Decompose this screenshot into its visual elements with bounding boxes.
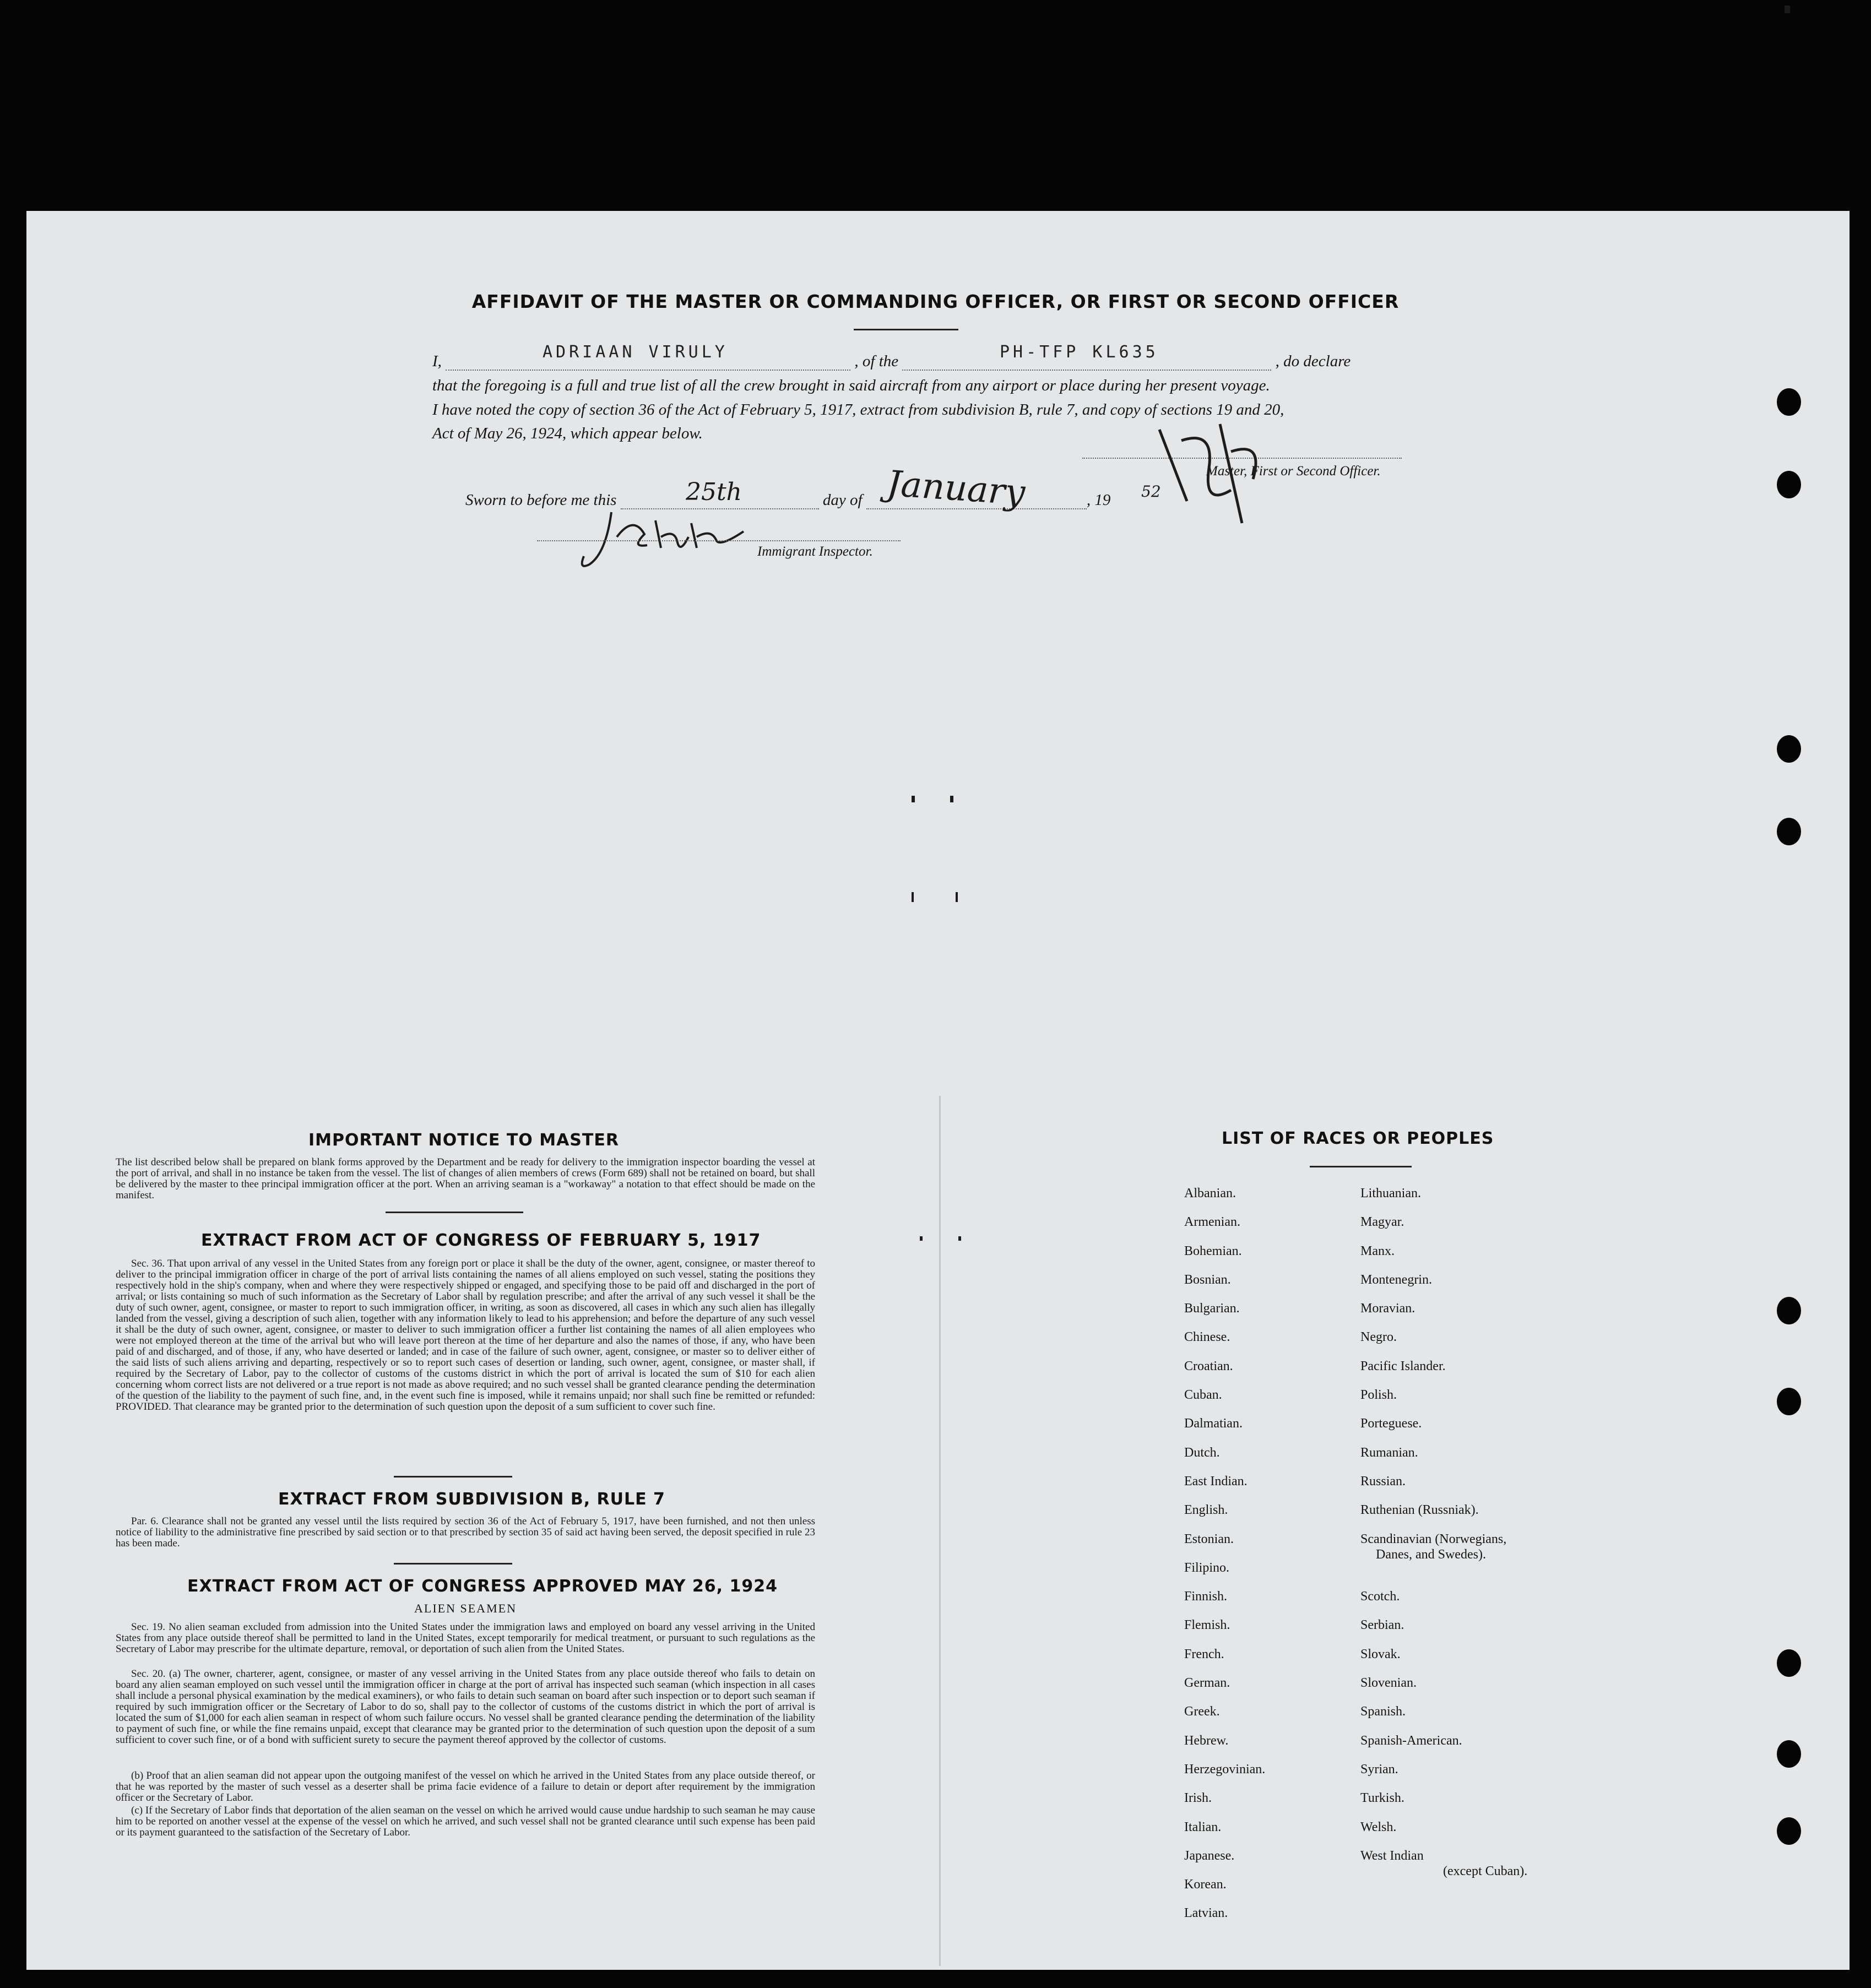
races-title-underline [1310,1166,1412,1167]
race-item: Polish. [1360,1388,1397,1403]
year-prefix: , 19 [1086,491,1111,509]
sec-19-text: Sec. 19. No alien seaman excluded from admission into the United States under the immigration laws and employed on board any vessel arriving in the United States from any place outside thereof shall be permitted to land in the United States, except temporarily for medical treatment, or pursuant to such regulations as the Secretary of Labor may prescribe for the ultimate departure, removal, or deportation of such alien from the United States. [116,1621,815,1655]
race-item: Albanian. [1184,1186,1236,1201]
sworn-prefix: Sworn to before me this [465,491,617,509]
affidavit-title: AFFIDAVIT OF THE MASTER OR COMMANDING OFFICER, OR FIRST OR SECOND OFFICER [471,291,1400,312]
race-item: Ruthenian (Russniak). [1360,1503,1479,1518]
race-item: Bohemian. [1184,1243,1242,1258]
speck [950,796,953,802]
race-item: Croatian. [1184,1359,1233,1373]
race-item-line: West Indian [1360,1848,1424,1863]
race-item: English. [1184,1503,1228,1518]
handwritten-month: January [885,463,1027,514]
race-item-line: Danes, and Swedes). [1376,1547,1486,1562]
race-item: Moravian. [1360,1301,1416,1316]
handwritten-day: 25th [686,478,742,506]
race-item: Syrian. [1360,1762,1398,1777]
sec-20a-text: Sec. 20. (a) The owner, charterer, agent, consignee, or master of any vessel arriving in the United States from any place outside thereof who fails to detain on board any alien seaman employed on such vessel until the immigration officer in charge at the port of arrival has inspected such seaman (which inspection in all cases shall include a personal physical examination by the medical examiners), or who fails to detain such seaman on board after such inspection or to deport such seaman if required by such immigration officer or the Secretary of Labor to do so, shall pay to the collector of customs of the customs district in which the port of arrival is located the sum of $1,000 for each alien seaman in respect of whom such failure occurs. No vessel shall be granted clearance pending the determination of the liability to payment of such fine, or while the fine remains unpaid, except that clearance may be granted prior to the determination of such question upon the deposit of a sum sufficient to cover such fine, or of a bond with sufficient surety to secure the payment thereof approved by the collector of customs. [116,1668,815,1746]
day-of-text: day of [822,491,863,509]
divider [394,1476,512,1478]
race-item: Spanish. [1360,1704,1406,1719]
race-item: Negro. [1360,1330,1397,1345]
master-signature [1148,419,1270,529]
punch-hole [1777,1649,1801,1677]
race-item: Turkish. [1360,1791,1404,1806]
speck [912,892,914,902]
race-item: Serbian. [1360,1618,1404,1633]
speck [958,1236,961,1241]
race-item: Herzegovinian. [1184,1762,1266,1777]
race-item: Pacific Islander. [1360,1359,1446,1373]
race-item: Filipino. [1184,1560,1230,1575]
race-item: Porteguese. [1360,1416,1422,1431]
race-item: Spanish-American. [1360,1733,1462,1748]
speck [912,796,915,802]
race-item: Japanese. [1184,1848,1235,1863]
race-item: Chinese. [1184,1330,1230,1345]
do-declare-text: , do declare [1275,352,1351,370]
speck [920,1236,923,1241]
alien-seamen-subtitle: ALIEN SEAMEN [414,1601,517,1615]
title-underline [854,329,958,330]
race-item: Italian. [1184,1819,1222,1834]
race-item: Cuban. [1184,1388,1222,1403]
of-the-text: , of the [854,352,899,370]
race-item-line: (except Cuban). [1443,1864,1528,1878]
race-item [1360,1531,1527,1560]
punch-hole [1777,735,1801,763]
extract-1917-text: Sec. 36. That upon arrival of any vessel in the United States from any foreign port or place it shall be the duty of the owner, agent, consignee, or master thereof to deliver to the principal immigration officer in charge of the port of arrival lists containing the names of all aliens employed on such vessel, stating the positions they respectively hold in the ship's company, when and where they were respectively shipped or engaged, and specifying those to be paid off and discharged in the port of arrival; or lists containing so much of such information as the Secretary of Labor shall by regulation prescribe; and after the arrival of any such vessel it shall be the duty of such owner, agent, consignee, or master to report to such immigration officer, in writing, as soon as discovered, all cases in which any such alien has illegally landed from the vessel, giving a description of such alien, together with any information likely to lead to his apprehension; and before the departure of any such vessel it shall be the duty of such owner, agent, consignee, or master to deliver to such immigration officer a further list containing the names of all alien employees who were not employed thereon at the time of the arrival but who will leave port thereon at the time of her departure and also the names of those, if any, who have been paid of and discharged, and of those, if any, who have deserted or landed; and in case of the failure of such owner, agent, consignee, or master so to deliver either of the said lists of such aliens arriving and departing, respectively or so to report such cases of desertion or landing, such owner, agent, consignee, or master shall, if required by the Secretary of Labor, pay to the collector of customs of the customs district in which the port of arrival is located the sum of $10 for each alien concerning whom correct lists are not delivered or a true report is not made as above required; and no such vessel shall be granted clearance pending the determination of the question of the liability to the payment of such fine, and, in the event such fine is imposed, while it remains unpaid; nor shall such fine be remitted or refunded: PROVIDED. That clearance may be granted prior to the determination of such question upon the deposit of a sum sufficient to cover such fine. [116,1258,815,1413]
race-item: Scotch. [1360,1589,1400,1604]
race-item: Hebrew. [1184,1733,1229,1748]
speck [1785,6,1790,13]
speck [956,892,958,902]
race-item: Estonian. [1184,1531,1234,1546]
handwritten-declarant-name: ADRIAAN VIRULY [543,343,728,362]
race-item: Slovak. [1360,1647,1401,1661]
race-item: Magyar. [1360,1215,1404,1230]
race-item: Welsh. [1360,1819,1397,1834]
races-column-1 [1184,1186,1265,1935]
punch-hole [1777,1817,1801,1845]
notice-title: IMPORTANT NOTICE TO MASTER [308,1131,619,1150]
punch-hole [1777,388,1801,416]
race-item: Greek. [1184,1704,1220,1719]
affidavit-line-2: that the foregoing is a full and true list of all the crew brought in said aircraft from any airport or place during her present voyage. [432,377,1270,394]
subdivision-b-text: Par. 6. Clearance shall not be granted any vessel until the lists required by section 36 of the Act of February 5, 1917, have been furnished, and not then unless notice of liability to the administrative fine prescribed by said section or to that prescribed by section 35 of said act having been served, the deposit specified in rule 23 has been made. [116,1516,815,1549]
race-item: Dutch. [1184,1445,1220,1460]
race-item: Lithuanian. [1360,1186,1421,1201]
punch-hole [1777,818,1801,845]
race-item [1360,1848,1527,1877]
punch-hole [1777,1297,1801,1324]
punch-hole [1777,471,1801,498]
race-item-empty [1360,1560,1527,1589]
race-item: Russian. [1360,1474,1406,1489]
race-item: French. [1184,1647,1224,1661]
declarant-prefix: I, [432,352,442,370]
divider [394,1563,512,1565]
race-item: Korean. [1184,1877,1227,1892]
race-item: Slovenian. [1360,1676,1417,1691]
race-item: Latvian. [1184,1906,1228,1921]
divider [386,1212,523,1213]
inspector-signature-line [537,526,901,541]
sec-20b-text: (b) Proof that an alien seaman did not appear upon the outgoing manifest of the vessel on which he arrived in the United States from any place outside thereof, or that he was reported by the master of such vessel as a deserter shall be prima facie evidence of a failure to detain or deport after requirement by the immigration officer or the Secretary of Labor. [116,1770,815,1804]
race-item: Manx. [1360,1243,1395,1258]
handwritten-year: 52 [1141,482,1161,501]
race-item: Montenegrin. [1360,1272,1432,1287]
race-item-line: Scandinavian (Norwegians, [1360,1531,1507,1546]
subdivision-b-title: EXTRACT FROM SUBDIVISION B, RULE 7 [278,1490,665,1509]
page-fold-line [939,1096,941,1966]
race-item: East Indian. [1184,1474,1248,1489]
sec-20c-text: (c) If the Secretary of Labor finds that deportation of the alien seaman on the vessel on which he arrived would cause undue hardship to such seaman he may cause him to be reported on another vessel at the expense of the vessel on which he arrived, and such vessel shall not be granted clearance until such expense has been paid or its payment guaranteed to the satisfaction of the Secretary of Labor. [116,1805,815,1838]
races-column-2 [1360,1186,1527,1877]
notice-text: The list described below shall be prepared on blank forms approved by the Department and be ready for delivery to the immigration inspector boarding the vessel at the port of arrival, and shall in no instance be taken from the vessel. The list of changes of alien members of crews (Form 689) shall not be retained on board, but shall be delivered by the master to thee principal immigration officer at the port. When an arriving seaman is a "workaway" a notation to that effect should be made on the manifest. [116,1156,815,1201]
race-item: Flemish. [1184,1618,1230,1633]
races-title: LIST OF RACES OR PEOPLES [1222,1129,1494,1148]
race-item: Rumanian. [1360,1445,1418,1460]
race-item: Bosnian. [1184,1272,1231,1287]
extract-1924-title: EXTRACT FROM ACT OF CONGRESS APPROVED MAY 26, 1924 [187,1577,778,1596]
inspector-caption: Immigrant Inspector. [757,544,873,559]
punch-hole [1777,1740,1801,1768]
affidavit-line-4: Act of May 26, 1924, which appear below. [432,425,703,442]
punch-hole [1777,1388,1801,1415]
race-item: Irish. [1184,1791,1212,1806]
race-item: Finnish. [1184,1589,1228,1604]
race-item: Armenian. [1184,1215,1240,1230]
race-item: Dalmatian. [1184,1416,1243,1431]
affidavit-line-3: I have noted the copy of section 36 of the Act of February 5, 1917, extract from subdivision B, rule 7, and copy of sections 19 and 20, [432,401,1284,419]
extract-1917-title: EXTRACT FROM ACT OF CONGRESS OF FEBRUARY 5, 1917 [201,1231,761,1250]
race-item: Bulgarian. [1184,1301,1240,1316]
officer-caption: Master, First or Second Officer. [1206,464,1381,479]
handwritten-vessel-id: PH-TFP KL635 [1000,343,1159,362]
race-item: German. [1184,1676,1230,1691]
